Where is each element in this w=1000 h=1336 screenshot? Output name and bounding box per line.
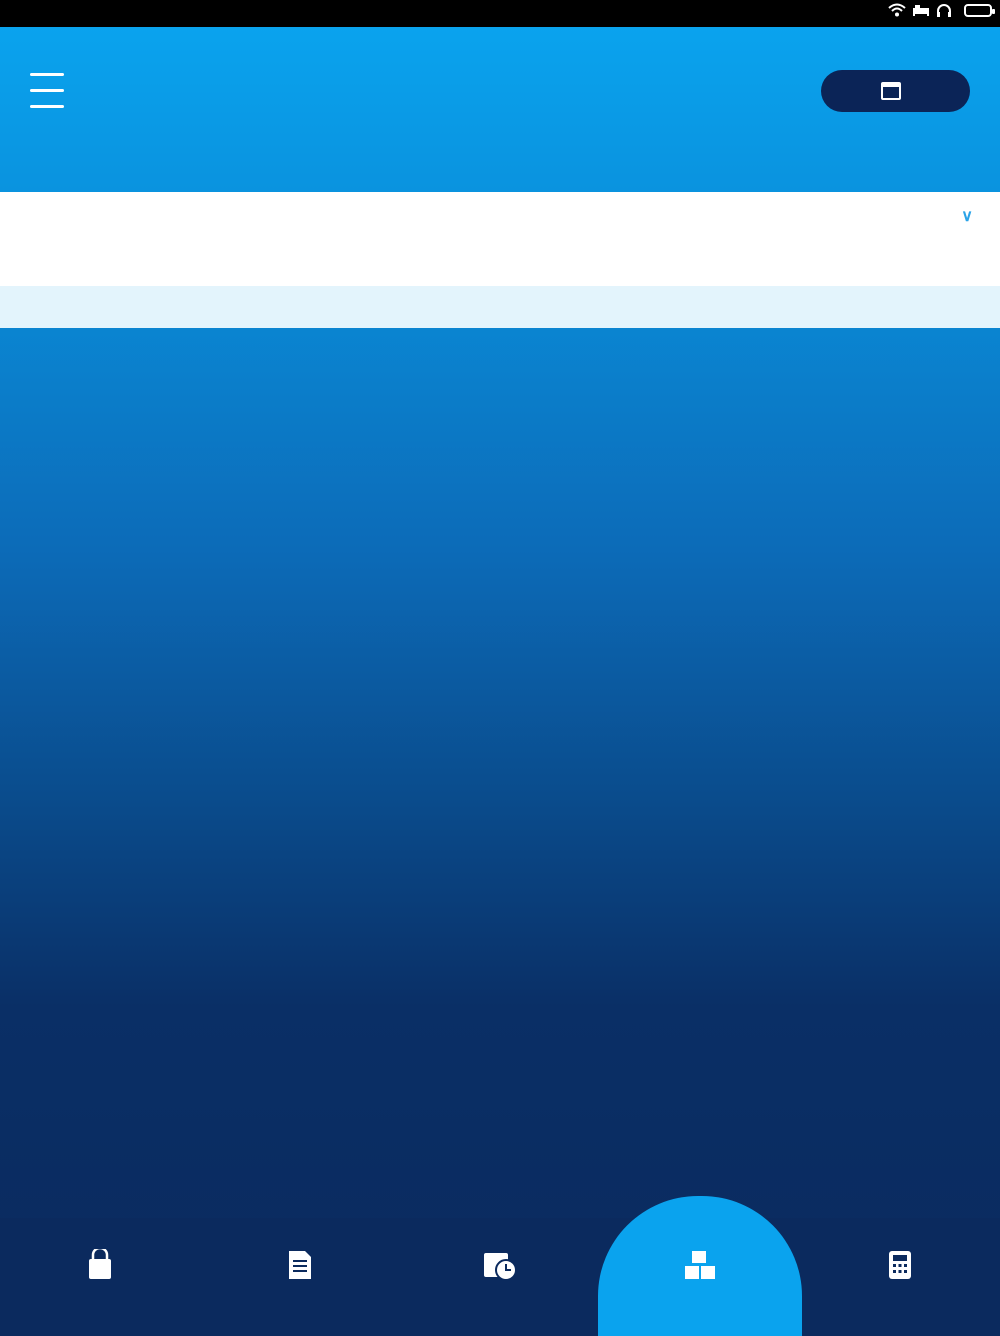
expanded-category	[0, 192, 1000, 328]
tab-sales[interactable]	[200, 1245, 400, 1287]
document-icon	[287, 1249, 313, 1281]
battery-icon	[964, 4, 992, 17]
calendar-icon	[881, 82, 901, 100]
app-screen	[0, 27, 1000, 1334]
bag-icon	[87, 1249, 113, 1281]
tab-orders[interactable]	[0, 1245, 200, 1287]
tab-now[interactable]	[400, 1245, 600, 1287]
category-list	[0, 192, 1000, 328]
headphones-icon	[936, 3, 952, 17]
bed-icon	[912, 3, 930, 17]
status-bar	[0, 0, 1000, 27]
chevron-down-icon: ∨	[961, 208, 973, 225]
column-header	[0, 157, 1000, 192]
choose-button[interactable]	[821, 70, 970, 112]
boxes-icon	[683, 1249, 717, 1281]
menu-icon[interactable]	[30, 73, 64, 109]
calendar-clock-icon	[483, 1249, 517, 1281]
total-row	[0, 286, 1000, 328]
calculator-icon	[887, 1249, 913, 1281]
wifi-icon	[888, 3, 906, 17]
tab-cashbox[interactable]	[800, 1245, 1000, 1287]
expanded-category-header[interactable]	[0, 192, 1000, 244]
tab-warehouse[interactable]	[600, 1245, 800, 1287]
item-table-header	[0, 244, 1000, 286]
header	[0, 27, 1000, 157]
